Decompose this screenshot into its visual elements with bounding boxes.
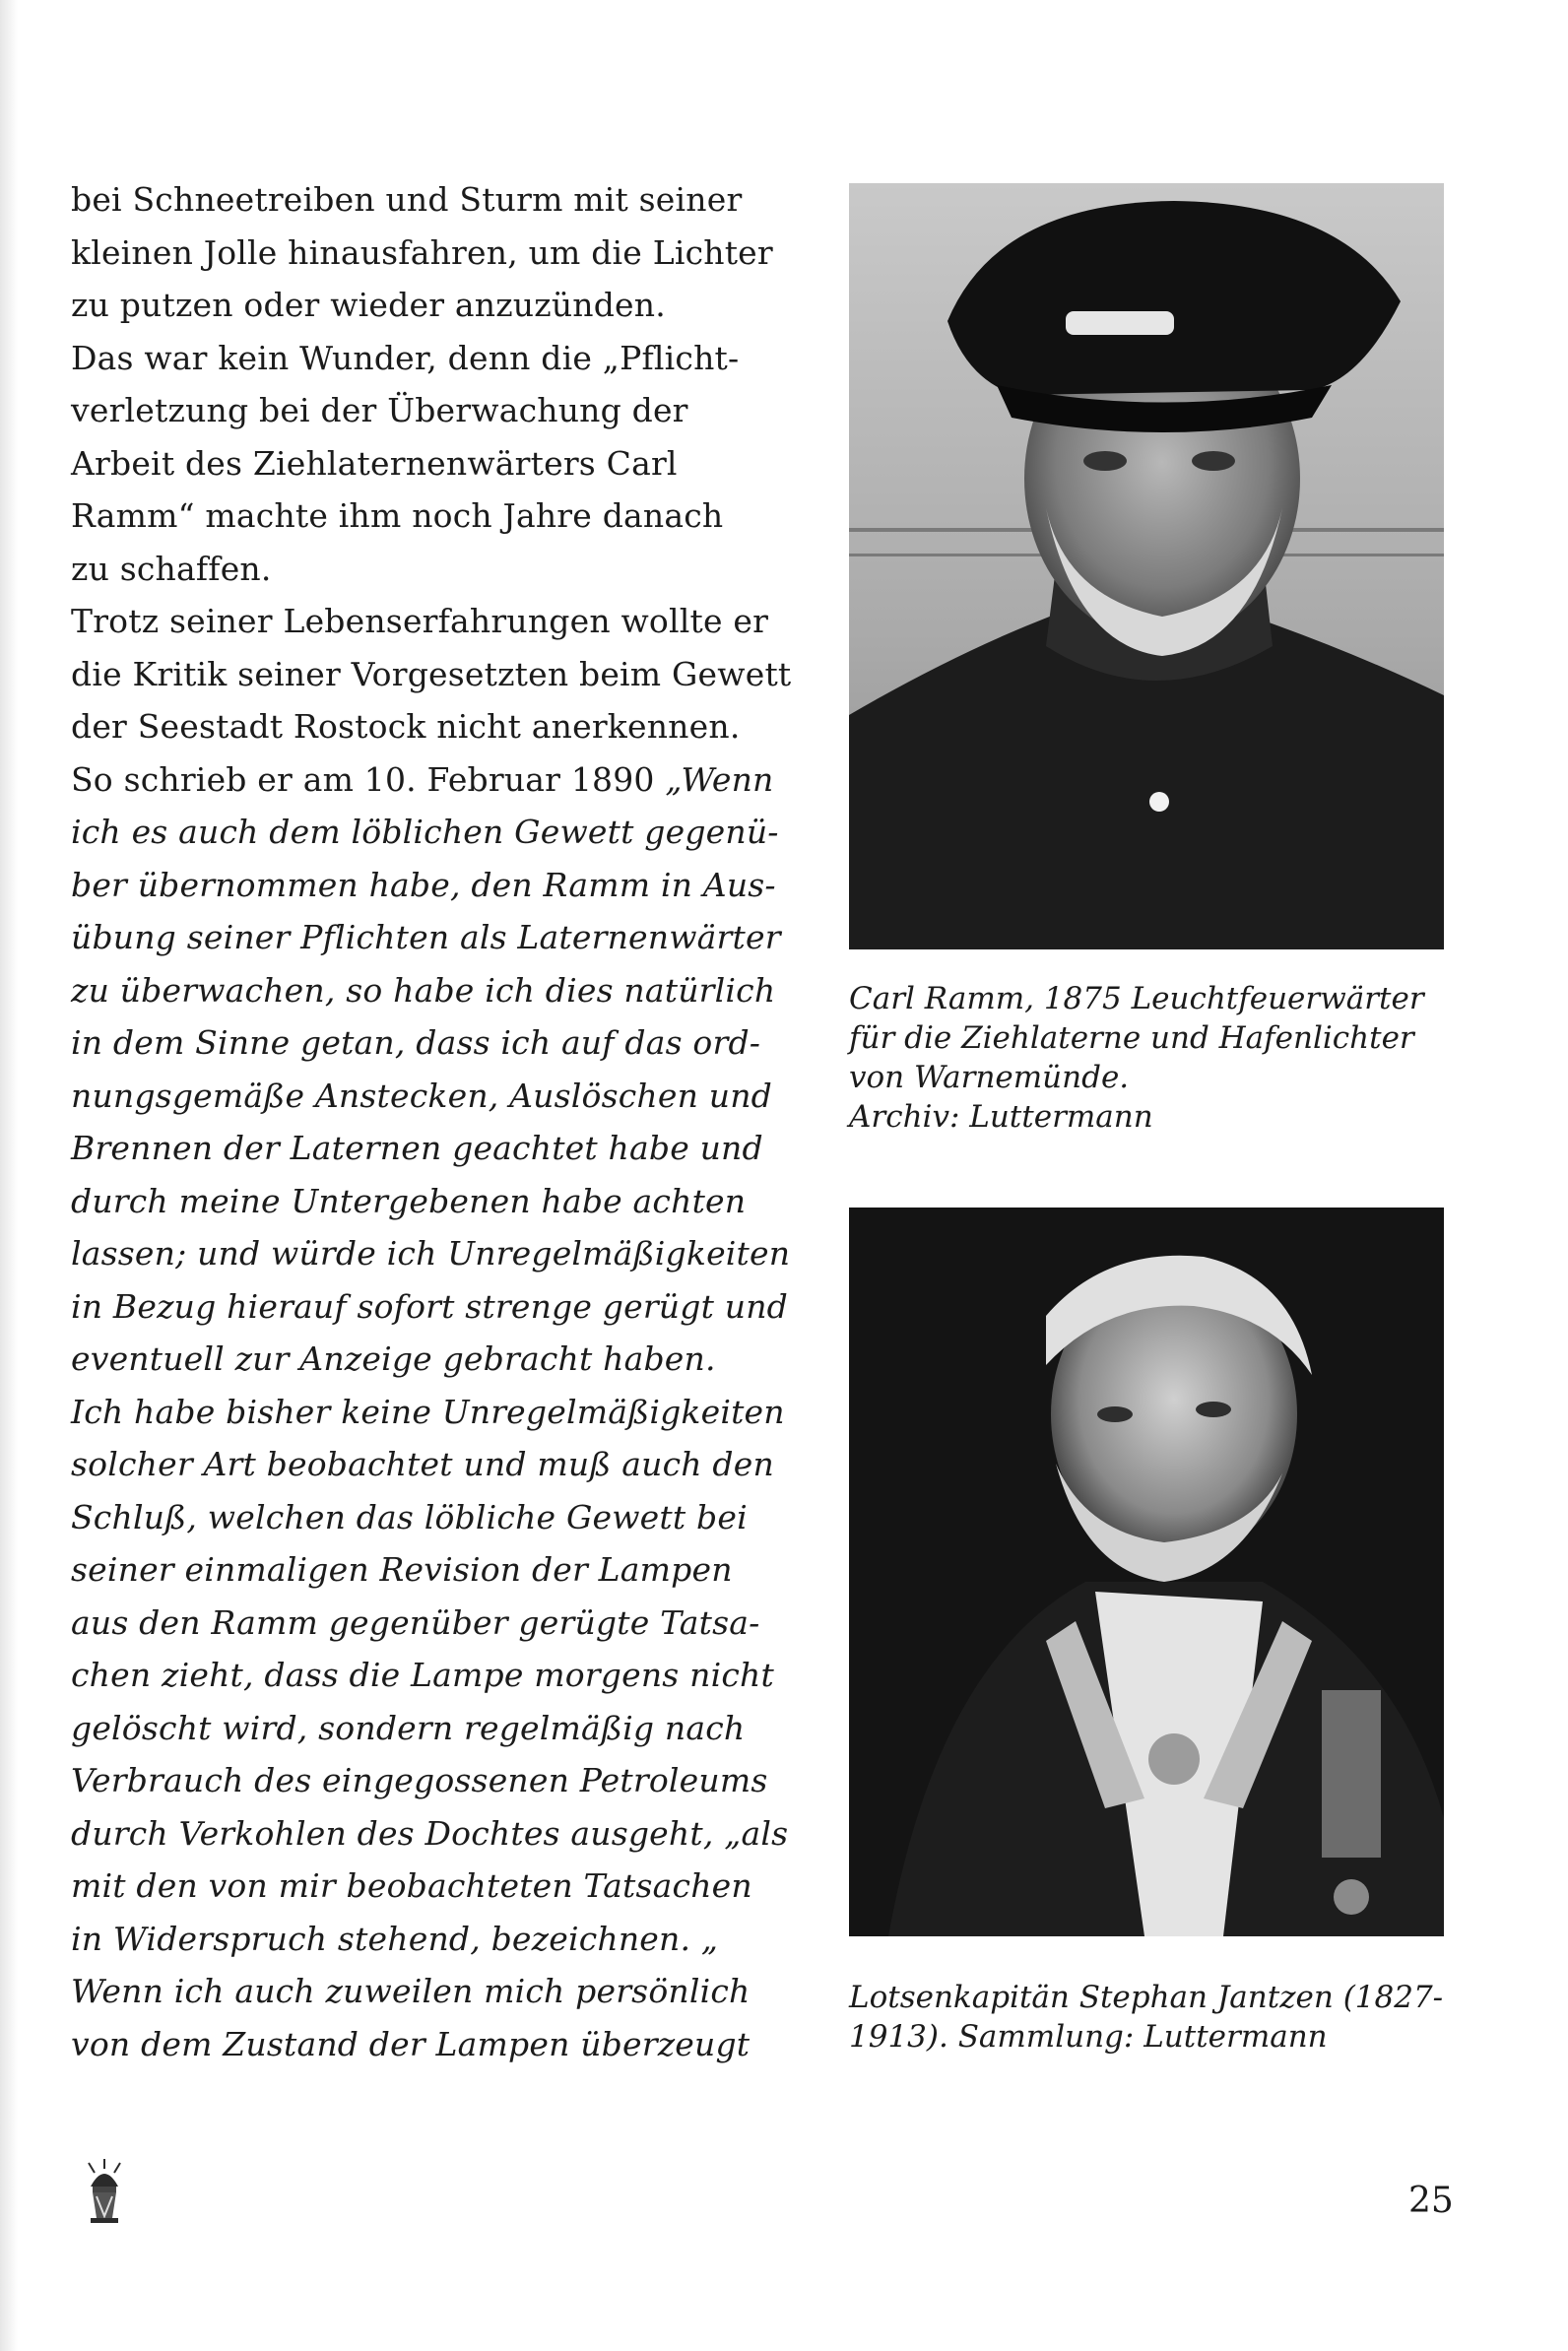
body-text-segment: gelöscht wird, sondern regelmäßig nach (71, 1708, 746, 1747)
body-text-segment: Arbeit des Ziehlaternenwärters Carl (71, 443, 678, 483)
body-text-line (71, 1965, 808, 2018)
body-text-segment: Ich habe bisher keine Unregelmäßigkeiten (71, 1392, 785, 1431)
body-text-segment: seiner einmaligen Revision der Lampen (71, 1550, 733, 1589)
body-text-line (71, 964, 808, 1017)
body-text-line (71, 543, 808, 596)
body-text-line (71, 806, 808, 859)
body-text-segment: Schluß, welchen das löbliche Gewett bei (71, 1497, 748, 1536)
body-text-line (71, 227, 808, 280)
body-text-line (71, 1807, 808, 1861)
body-text-line (71, 2018, 808, 2071)
body-text-segment: chen zieht, dass die Lampe morgens nicht (71, 1656, 774, 1694)
body-text-line (71, 490, 808, 543)
body-text-segment: eventuell zur Anzeige gebracht haben. (71, 1339, 716, 1378)
body-text-line (71, 753, 808, 807)
body-text-line (71, 1386, 808, 1439)
body-text-line (71, 595, 808, 648)
body-text-line (71, 1070, 808, 1123)
body-text-segment: in dem Sinne getan, dass ich auf das ord- (71, 1023, 761, 1062)
body-text-segment: Verbrauch des eingegossenen Petroleums (71, 1761, 768, 1799)
body-text-line (71, 279, 808, 332)
body-text-line (71, 1016, 808, 1070)
body-text-segment: zu überwachen, so habe ich dies natürlich (71, 970, 776, 1010)
body-text-line (71, 1122, 808, 1175)
body-text-segment: Wenn ich auch zuweilen mich persönlich (71, 1972, 751, 2010)
body-text-line (71, 1597, 808, 1650)
body-text-line (71, 1491, 808, 1544)
page-number: 25 (1408, 2181, 1454, 2221)
photo-caption-carl-ramm (849, 979, 1460, 1137)
body-text-line (71, 384, 808, 437)
body-text-line (71, 700, 808, 753)
body-text-segment: Das war kein Wunder, denn die „Pflicht- (71, 338, 740, 377)
body-text-line (71, 1543, 808, 1597)
body-text-line (71, 1649, 808, 1702)
lighthouse-logo-icon (83, 2159, 126, 2224)
body-text-column (71, 173, 808, 2070)
body-text-line (71, 859, 808, 912)
body-text-segment: übung seiner Pflichten als Laternenwärter (71, 918, 781, 956)
body-text-line (71, 1227, 808, 1280)
body-text-segment: mit den von mir beobachteten Tatsachen (71, 1866, 752, 1905)
body-text-line (71, 1754, 808, 1807)
body-text-segment: lassen; und würde ich Unregelmäßigkeiten (71, 1234, 791, 1273)
caption-line: Lotsenkapitän Stephan Jantzen (1827- (849, 1980, 1444, 2015)
body-text-segment: Ramm“ machte ihm noch Jahre danach (71, 496, 724, 535)
caption-line: Carl Ramm, 1875 Leuchtfeuerwärter (849, 981, 1424, 1016)
body-text-line (71, 911, 808, 964)
body-text-segment: die Kritik seiner Vorgesetzten beim Gewett (71, 654, 792, 693)
body-text-line (71, 173, 808, 227)
body-text-segment: bei Schneetreiben und Sturm mit seiner (71, 180, 743, 219)
body-text-segment: zu schaffen. (71, 549, 272, 588)
body-text-segment: Trotz seiner Lebenserfahrungen wollte er (71, 602, 769, 640)
caption-line: von Warnemünde. (849, 1060, 1130, 1095)
body-text-segment: von dem Zustand der Lampen überzeugt (71, 2024, 751, 2063)
body-text-line (71, 1860, 808, 1913)
body-text-segment: durch meine Untergebenen habe achten (71, 1181, 747, 1220)
body-text-segment: nungsgemäße Anstecken, Auslöschen und (71, 1076, 772, 1115)
body-text-line (71, 1438, 808, 1491)
body-text-segment: zu putzen oder wieder anzuzünden. (71, 286, 666, 324)
body-text-line (71, 1913, 808, 1966)
body-text-segment: kleinen Jolle hinausfahren, um die Lichter (71, 232, 773, 272)
caption-line: für die Ziehlaterne und Hafenlichter (849, 1020, 1414, 1056)
body-text-line (71, 332, 808, 385)
photo-caption-stephan-jantzen (849, 1978, 1460, 2057)
body-text-line (71, 1333, 808, 1386)
body-text-segment: So schrieb er am 10. Februar 1890 (71, 759, 666, 799)
body-text-segment: der Seestadt Rostock nicht anerkennen. (71, 707, 741, 746)
caption-line: Archiv: Luttermann (849, 1099, 1153, 1135)
body-text-segment: verletzung bei der Überwachung der (71, 391, 688, 429)
portrait-photo-stephan-jantzen (849, 1208, 1444, 1936)
portrait-photo-carl-ramm (849, 183, 1444, 949)
body-text-segment: in Widerspruch stehend, bezeichnen. „ (71, 1919, 719, 1958)
body-text-italic-tail: „Wenn (665, 759, 774, 799)
page-edge-shadow (0, 0, 18, 2351)
body-text-line (71, 437, 808, 490)
body-text-segment: ich es auch dem löblichen Gewett gegenü- (71, 813, 779, 851)
body-text-line (71, 1702, 808, 1755)
body-text-segment: Brennen der Laternen geachtet habe und (71, 1129, 763, 1167)
body-text-line (71, 1175, 808, 1228)
caption-line: 1913). Sammlung: Luttermann (849, 2019, 1328, 2055)
body-text-line (71, 1280, 808, 1334)
body-text-segment: ber übernommen habe, den Ramm in Aus- (71, 865, 776, 904)
body-text-segment: durch Verkohlen des Dochtes ausgeht, „als (71, 1813, 789, 1853)
body-text-segment: aus den Ramm gegenüber gerügte Tatsa- (71, 1602, 760, 1642)
body-text-segment: solcher Art beobachtet und muß auch den (71, 1445, 774, 1483)
body-text-segment: in Bezug hierauf sofort strenge gerügt und (71, 1286, 788, 1326)
body-text-line (71, 648, 808, 701)
